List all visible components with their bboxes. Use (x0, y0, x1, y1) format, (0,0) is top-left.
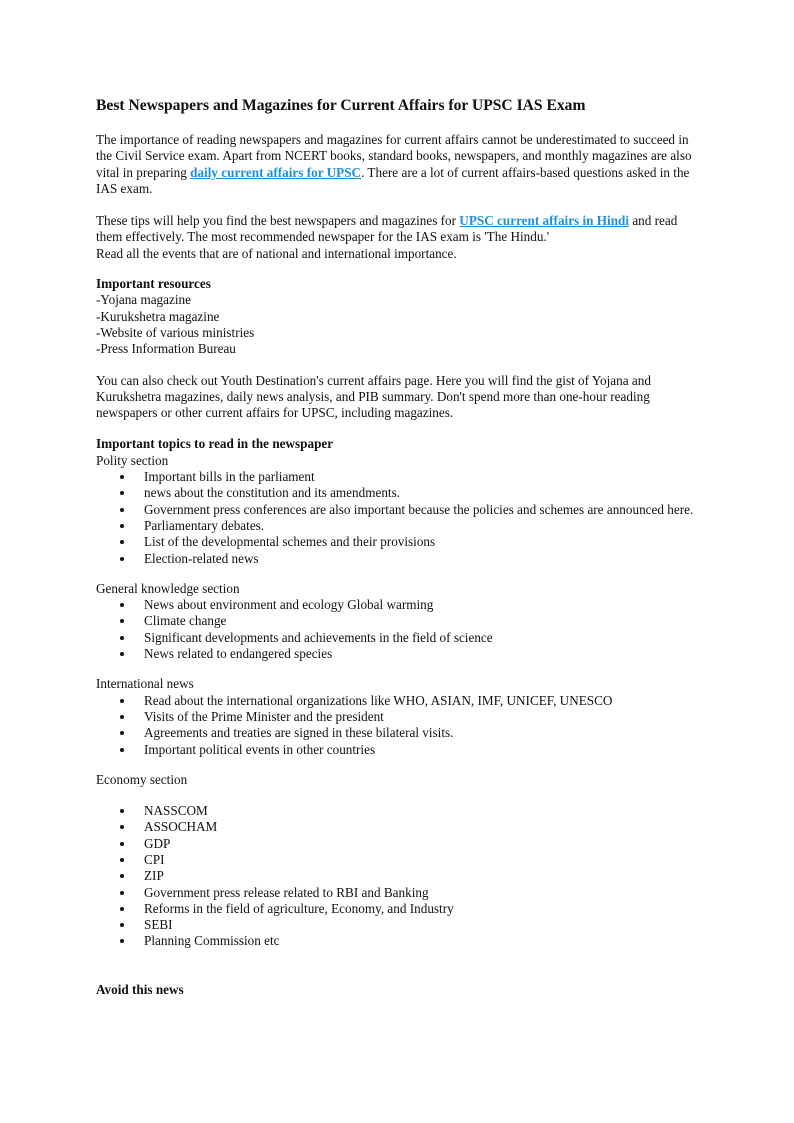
page-title: Best Newspapers and Magazines for Current Affairs for UPSC IAS Exam (96, 97, 586, 114)
list-item: Agreements and treaties are signed in these bilateral visits. (96, 725, 700, 741)
avoid-heading: Avoid this news (96, 981, 184, 997)
upsc-hindi-link[interactable]: UPSC current affairs in Hindi (459, 213, 630, 229)
list-item: SEBI (96, 917, 700, 933)
document-page (96, 96, 700, 998)
list-item: List of the developmental schemes and their provisions (96, 534, 700, 550)
tips-line-2: Read all the events that are of national and international importance. (96, 245, 457, 261)
intro-text-end: . There are a lot of current affairs-based questions asked in the IAS exam. (96, 164, 690, 196)
topics-heading: Important topics to read in the newspaper (96, 436, 334, 452)
intro-text: The importance of reading newspapers and magazines for current affairs cannot be underestimated to succeed in the Civil Service exam. Apart from NCERT books, standard books, newspapers, and monthly magazines are also vital in preparing (96, 132, 692, 180)
list-item: Important bills in the parliament (96, 469, 700, 485)
polity-heading: Polity section (96, 452, 169, 468)
list-item: Government press conferences are also important because the policies and schemes are announced here. (96, 502, 700, 518)
list-item: News about environment and ecology Global warming (96, 597, 700, 613)
resource-item: -Press Information Bureau (96, 341, 236, 357)
resources-heading: Important resources (96, 276, 211, 292)
list-item: Election-related news (96, 551, 700, 567)
list-item: Climate change (96, 613, 700, 629)
resource-item: -Website of various ministries (96, 324, 255, 340)
economy-heading: Economy section (96, 771, 188, 787)
list-item: Important political events in other countries (96, 742, 700, 758)
list-item: News related to endangered species (96, 646, 700, 662)
list-item: GDP (96, 836, 700, 852)
list-item: Visits of the Prime Minister and the president (96, 709, 700, 725)
list-item: CPI (96, 852, 700, 868)
list-item: Government press release related to RBI and Banking (96, 885, 700, 901)
resource-item: -Kurukshetra magazine (96, 308, 220, 324)
gk-heading: General knowledge section (96, 580, 240, 596)
list-item: Parliamentary debates. (96, 518, 700, 534)
resource-item: -Yojana magazine (96, 292, 191, 308)
list-item: ASSOCHAM (96, 819, 700, 835)
list-item: NASSCOM (96, 803, 700, 819)
list-item: Read about the international organizations like WHO, ASIAN, IMF, UNICEF, UNESCO (96, 693, 700, 709)
international-heading: International news (96, 676, 194, 692)
youth-destination-paragraph: You can also check out Youth Destination's current affairs page. Here you will find the gist of Yojana and Kurukshetra magazines, daily news analysis, and PIB summary. Don't spend more than one-hour reading newspapers or other current affairs for UPSC, including magazines. (96, 372, 651, 421)
list-item: news about the constitution and its amendments. (96, 485, 700, 501)
daily-current-affairs-link[interactable]: daily current affairs for UPSC (190, 164, 362, 180)
intro-paragraph (96, 132, 700, 197)
polity-list (96, 469, 700, 567)
tips-paragraph (96, 213, 700, 246)
gk-list (96, 597, 700, 662)
tips-text-end: and read them effectively. The most recommended newspaper for the IAS exam is 'The Hindu.' (96, 213, 678, 245)
international-list (96, 693, 700, 758)
list-item: Significant developments and achievements in the field of science (96, 630, 700, 646)
resources-list (96, 292, 700, 357)
list-item: Reforms in the field of agriculture, Economy, and Industry (96, 901, 700, 917)
list-item: Planning Commission etc (96, 933, 700, 949)
list-item: ZIP (96, 868, 700, 884)
tips-text: These tips will help you find the best newspapers and magazines for (96, 213, 460, 229)
economy-list (96, 803, 700, 950)
